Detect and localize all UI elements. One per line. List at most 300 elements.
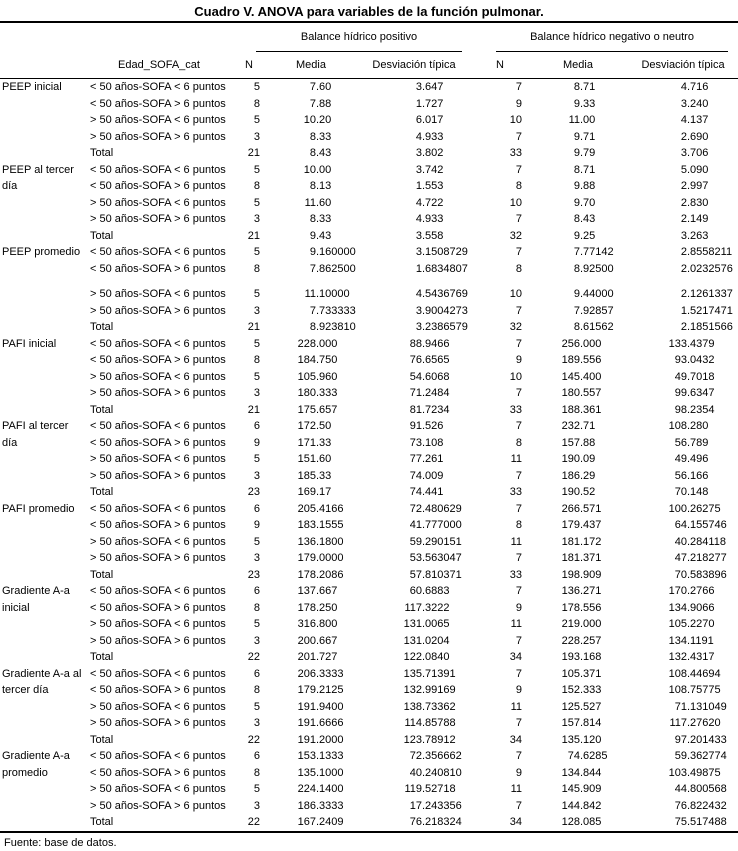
value-cell: 8 .33 xyxy=(309,213,332,225)
value-cell: 185 .33 xyxy=(297,469,332,482)
col-header-media-positivo: Media xyxy=(266,52,356,79)
category-label: Total xyxy=(90,568,114,581)
value-cell: 7 xyxy=(515,717,522,729)
value-cell: 99 .6347 xyxy=(674,387,715,399)
value-cell: 3 xyxy=(253,130,260,143)
value-cell: 5 xyxy=(253,114,260,126)
value-cell: 103 .49875 xyxy=(668,766,721,779)
table-header xyxy=(0,22,738,79)
value-cell: 40 .240810 xyxy=(409,766,462,779)
value-cell: 3 xyxy=(253,799,260,812)
value-cell: 34 xyxy=(509,651,522,663)
table-row xyxy=(0,583,738,600)
table-body xyxy=(0,79,738,832)
value-cell: 100 .26275 xyxy=(668,502,721,515)
value-cell: 134 .9066 xyxy=(668,601,715,614)
value-cell: 4 .722 xyxy=(415,196,444,209)
value-cell: 157 .88 xyxy=(561,436,596,449)
category-label: > 50 años-SOFA < 6 puntos xyxy=(90,288,226,300)
value-cell: 6 xyxy=(253,667,260,680)
value-cell: 5 xyxy=(253,618,260,630)
value-cell: 2 .1851566 xyxy=(680,321,733,333)
table-row xyxy=(0,79,738,96)
value-cell: 178 .2086 xyxy=(297,568,344,581)
category-label: > 50 años-SOFA < 6 puntos xyxy=(90,535,226,548)
value-cell: 9 .71 xyxy=(573,130,596,143)
value-cell: 7 .77142 xyxy=(573,246,614,258)
category-label: < 50 años-SOFA > 6 puntos xyxy=(90,684,226,696)
value-cell: 2 .997 xyxy=(680,180,709,192)
value-cell: 10 .00 xyxy=(303,163,332,176)
value-cell: 175 .657 xyxy=(297,403,338,416)
value-cell: 179 .437 xyxy=(561,519,602,531)
value-cell: 9 xyxy=(515,766,522,779)
value-cell: 4 .5436769 xyxy=(415,288,468,300)
value-cell: 2 .0232576 xyxy=(680,262,733,275)
value-cell: 7 xyxy=(515,634,522,647)
value-cell: 172 .50 xyxy=(297,420,332,432)
value-cell: 136 .1800 xyxy=(297,535,344,548)
value-cell: 3 .647 xyxy=(415,81,444,93)
col-header-edad-sofa-cat: Edad_SOFA_cat xyxy=(86,52,232,79)
value-cell: 181 .172 xyxy=(561,535,602,548)
value-cell: 3 .263 xyxy=(680,229,709,242)
value-cell: 70 .583896 xyxy=(674,568,727,581)
table-row xyxy=(0,435,738,452)
value-cell: 22 xyxy=(247,651,260,663)
variable-label: PAFI promedio xyxy=(2,502,75,515)
value-cell: 169 .17 xyxy=(297,486,332,498)
value-cell: 21 xyxy=(247,229,260,242)
category-label: < 50 años-SOFA > 6 puntos xyxy=(90,601,226,614)
group-header-row xyxy=(0,22,738,52)
value-cell: 7 xyxy=(515,750,522,762)
value-cell: 9 .88 xyxy=(573,180,596,192)
value-cell: 186 .3333 xyxy=(297,799,344,812)
table-row xyxy=(0,633,738,650)
value-cell: 9 xyxy=(253,519,260,531)
value-cell: 9 .33 xyxy=(573,97,596,110)
value-cell: 4 .933 xyxy=(415,130,444,143)
value-cell: 76 .6565 xyxy=(409,354,450,366)
value-cell: 5 xyxy=(253,783,260,795)
value-cell: 8 .43 xyxy=(573,213,596,225)
value-cell: 32 xyxy=(509,229,522,242)
value-cell: 5 xyxy=(253,196,260,209)
value-cell: 76 .822432 xyxy=(674,799,727,812)
category-label: < 50 años-SOFA < 6 puntos xyxy=(90,502,226,515)
value-cell: 8 xyxy=(253,262,260,275)
value-cell: 59 .290151 xyxy=(409,535,462,548)
table-row xyxy=(0,484,738,501)
table-row xyxy=(0,336,738,353)
category-label: < 50 años-SOFA > 6 puntos xyxy=(90,354,226,366)
value-cell: 3 .742 xyxy=(415,163,444,176)
category-label: < 50 años-SOFA > 6 puntos xyxy=(90,262,226,275)
value-cell: 9 .43 xyxy=(309,229,332,242)
value-cell: 2 .690 xyxy=(680,130,709,143)
value-cell: 1 .553 xyxy=(415,180,444,192)
value-cell: 8 .923810 xyxy=(309,321,356,333)
value-cell: 5 xyxy=(253,246,260,258)
col-header-media-negativo: Media xyxy=(528,52,628,79)
value-cell: 193 .168 xyxy=(561,651,602,663)
value-cell: 131 .0065 xyxy=(403,618,450,630)
table-row xyxy=(0,244,738,261)
value-cell: 2 .830 xyxy=(680,196,709,209)
value-cell: 8 .61562 xyxy=(573,321,614,333)
variable-label: Gradiente A-a promedio xyxy=(2,750,70,779)
table-row xyxy=(0,798,738,815)
value-cell: 136 .271 xyxy=(561,585,602,597)
table-row xyxy=(0,715,738,732)
value-cell: 167 .2409 xyxy=(297,816,344,828)
value-cell: 178 .556 xyxy=(561,601,602,614)
value-cell: 108 .75775 xyxy=(668,684,721,696)
category-label: > 50 años-SOFA < 6 puntos xyxy=(90,370,226,383)
value-cell: 33 xyxy=(509,147,522,159)
value-cell: 9 .44000 xyxy=(573,288,614,300)
table-row xyxy=(0,352,738,369)
value-cell: 134 .844 xyxy=(561,766,602,779)
value-cell: 170 .2766 xyxy=(668,585,715,597)
value-cell: 224 .1400 xyxy=(297,783,344,795)
group-header-spacer xyxy=(0,22,232,52)
value-cell: 3 xyxy=(253,213,260,225)
col-header-desviacion-positivo: Desviación típica xyxy=(356,52,472,79)
value-cell: 49 .496 xyxy=(674,453,709,465)
category-label: < 50 años-SOFA < 6 puntos xyxy=(90,585,226,597)
value-cell: 6 .017 xyxy=(415,114,444,126)
value-cell: 2 .1261337 xyxy=(680,288,733,300)
source-note: Fuente: base de datos. xyxy=(4,836,117,849)
value-cell: 32 xyxy=(509,321,522,333)
value-cell: 2 .149 xyxy=(680,213,709,225)
category-label: Total xyxy=(90,321,114,333)
value-cell: 119 .52718 xyxy=(404,783,456,795)
value-cell: 33 xyxy=(509,568,522,581)
col-header-desviacion-negativo: Desviación típica xyxy=(628,52,738,79)
category-label: < 50 años-SOFA > 6 puntos xyxy=(90,436,226,449)
category-label: < 50 años-SOFA < 6 puntos xyxy=(90,420,226,432)
category-label: > 50 años-SOFA > 6 puntos xyxy=(90,717,226,729)
value-cell: 4 .137 xyxy=(680,114,709,126)
value-cell: 8 .92500 xyxy=(573,262,614,275)
value-cell: 71 .131049 xyxy=(674,700,727,713)
table-row xyxy=(0,418,738,435)
value-cell: 21 xyxy=(247,403,260,416)
value-cell: 3 .558 xyxy=(415,229,444,242)
table-row xyxy=(0,178,738,195)
value-cell: 11 xyxy=(510,535,522,548)
group-header-balance-positivo xyxy=(232,22,472,52)
value-cell: 74 .009 xyxy=(409,469,444,482)
value-cell: 8 .33 xyxy=(309,130,332,143)
value-cell: 134 .1191 xyxy=(668,634,714,647)
value-cell: 98 .2354 xyxy=(674,403,715,416)
table-row xyxy=(0,567,738,584)
value-cell: 72 .356662 xyxy=(409,750,462,762)
table-row xyxy=(0,814,738,832)
table-row xyxy=(0,732,738,749)
value-cell: 7 xyxy=(515,469,522,482)
table-row xyxy=(0,129,738,146)
value-cell: 9 xyxy=(515,354,522,366)
value-cell: 23 xyxy=(247,486,260,498)
value-cell: 200 .667 xyxy=(297,634,338,647)
value-cell: 117 .3222 xyxy=(404,601,450,614)
value-cell: 191 .2000 xyxy=(297,733,344,746)
value-cell: 11 xyxy=(510,700,522,713)
value-cell: 135 .1000 xyxy=(297,766,344,779)
value-cell: 179 .0000 xyxy=(297,552,344,564)
value-cell: 105 .2270 xyxy=(668,618,715,630)
value-cell: 56 .166 xyxy=(674,469,709,482)
category-label: > 50 años-SOFA < 6 puntos xyxy=(90,114,226,126)
value-cell: 3 xyxy=(253,469,260,482)
value-cell: 8 xyxy=(253,766,260,779)
value-cell: 7 .862500 xyxy=(309,262,356,275)
value-cell: 40 .284118 xyxy=(674,535,726,548)
value-cell: 266 .571 xyxy=(561,502,602,515)
category-label: > 50 años-SOFA < 6 puntos xyxy=(90,783,226,795)
variable-label: Gradiente A-a al tercer día xyxy=(2,667,82,696)
value-cell: 7 xyxy=(515,246,522,258)
value-cell: 190 .52 xyxy=(561,486,596,498)
value-cell: 57 .810371 xyxy=(409,568,462,581)
table-row xyxy=(0,616,738,633)
category-label: < 50 años-SOFA < 6 puntos xyxy=(90,163,226,176)
category-label: Total xyxy=(90,147,114,159)
category-label: < 50 años-SOFA > 6 puntos xyxy=(90,766,226,779)
value-cell: 9 xyxy=(515,97,522,110)
value-cell: 70 .148 xyxy=(674,486,709,498)
variable-label: PEEP promedio xyxy=(2,246,81,258)
category-label: < 50 años-SOFA > 6 puntos xyxy=(90,180,226,192)
category-label: > 50 años-SOFA > 6 puntos xyxy=(90,552,226,564)
value-cell: 7 xyxy=(515,304,522,317)
table-row xyxy=(0,385,738,402)
value-cell: 1 .727 xyxy=(415,97,444,110)
table-row xyxy=(0,303,738,320)
table-title: Cuadro V. ANOVA para variables de la función pulmonar. xyxy=(194,4,544,19)
value-cell: 7 xyxy=(515,163,522,176)
value-cell: 4 .716 xyxy=(680,81,709,93)
value-cell: 88 .9466 xyxy=(409,337,450,350)
value-cell: 77 .261 xyxy=(409,453,444,465)
value-cell: 64 .155746 xyxy=(674,519,727,531)
value-cell: 41 .777000 xyxy=(409,519,462,531)
value-cell: 316 .800 xyxy=(297,618,338,630)
value-cell: 10 xyxy=(509,114,522,126)
value-cell: 3 xyxy=(253,304,260,317)
category-label: > 50 años-SOFA < 6 puntos xyxy=(90,453,226,465)
value-cell: 198 .909 xyxy=(561,568,602,581)
value-cell: 3 .706 xyxy=(680,147,709,159)
value-cell: 3 xyxy=(253,552,260,564)
value-cell: 184 .750 xyxy=(297,354,338,366)
category-label: > 50 años-SOFA > 6 puntos xyxy=(90,213,226,225)
value-cell: 9 xyxy=(515,601,522,614)
category-label: > 50 años-SOFA < 6 puntos xyxy=(90,618,226,630)
value-cell: 8 .13 xyxy=(309,180,332,192)
value-cell: 7 xyxy=(515,337,522,350)
category-label: Total xyxy=(90,229,114,242)
table-row xyxy=(0,517,738,534)
value-cell: 7 .88 xyxy=(309,97,332,110)
table-row xyxy=(0,682,738,699)
value-cell: 74 .441 xyxy=(409,486,444,498)
table-row xyxy=(0,451,738,468)
value-cell: 8 xyxy=(253,97,260,110)
value-cell: 75 .517488 xyxy=(674,816,727,828)
value-cell: 219 .000 xyxy=(561,618,602,630)
value-cell: 7 .92857 xyxy=(573,304,614,317)
category-label: < 50 años-SOFA < 6 puntos xyxy=(90,246,226,258)
value-cell: 8 xyxy=(253,684,260,696)
variable-label: PEEP al tercer día xyxy=(2,163,74,192)
value-cell: 228 .257 xyxy=(561,634,602,647)
value-cell: 105 .371 xyxy=(561,667,602,680)
value-cell: 21 xyxy=(247,147,260,159)
category-label: < 50 años-SOFA < 6 puntos xyxy=(90,667,226,680)
value-cell: 8 xyxy=(515,436,522,449)
category-label: > 50 años-SOFA > 6 puntos xyxy=(90,304,226,317)
value-cell: 153 .1333 xyxy=(297,750,344,762)
value-cell: 33 xyxy=(509,403,522,416)
category-label: < 50 años-SOFA < 6 puntos xyxy=(90,750,226,762)
value-cell: 123 .78912 xyxy=(403,733,456,746)
value-cell: 53 .563047 xyxy=(409,552,462,564)
group-header-balance-negativo xyxy=(472,22,738,52)
value-cell: 97 .201433 xyxy=(674,733,727,746)
value-cell: 188 .361 xyxy=(561,403,602,416)
table-row xyxy=(0,666,738,683)
value-cell: 8 .71 xyxy=(573,163,596,176)
value-cell: 47 .218277 xyxy=(674,552,727,564)
value-cell: 7 xyxy=(515,213,522,225)
value-cell: 191 .6666 xyxy=(297,717,344,729)
table-row xyxy=(0,501,738,518)
category-label: < 50 años-SOFA < 6 puntos xyxy=(90,337,226,350)
category-label: > 50 años-SOFA > 6 puntos xyxy=(90,130,226,143)
value-cell: 73 .108 xyxy=(409,436,444,449)
value-cell: 72 .480629 xyxy=(409,502,462,515)
value-cell: 81 .7234 xyxy=(409,403,450,416)
value-cell: 10 xyxy=(509,196,522,209)
value-cell: 157 .814 xyxy=(561,717,602,729)
value-cell: 5 .090 xyxy=(680,163,709,176)
value-cell: 59 .362774 xyxy=(674,750,727,762)
value-cell: 7 xyxy=(515,130,522,143)
value-cell: 144 .842 xyxy=(561,799,602,812)
value-cell: 8 .71 xyxy=(573,81,596,93)
table-row xyxy=(0,96,738,113)
value-cell: 201 .727 xyxy=(297,651,338,663)
value-cell: 228 .000 xyxy=(297,337,338,350)
value-cell: 179 .2125 xyxy=(297,684,344,696)
value-cell: 108 .280 xyxy=(668,420,709,432)
value-cell: 7 xyxy=(515,799,522,812)
value-cell: 60 .6883 xyxy=(409,585,450,597)
value-cell: 6 xyxy=(253,750,260,762)
value-cell: 151 .60 xyxy=(297,453,332,465)
value-cell: 135 .120 xyxy=(561,733,602,746)
value-cell: 2 .8558211 xyxy=(680,246,733,258)
value-cell: 4 .933 xyxy=(415,213,444,225)
category-label: Total xyxy=(90,733,114,746)
value-cell: 11 .00 xyxy=(568,114,596,126)
anova-table xyxy=(0,21,738,833)
category-label: > 50 años-SOFA < 6 puntos xyxy=(90,196,226,209)
value-cell: 71 .2484 xyxy=(409,387,450,399)
table-row xyxy=(0,468,738,485)
group-header-negativo-label: Balance hídrico negativo o neutro xyxy=(496,30,728,52)
value-cell: 138 .73362 xyxy=(403,700,456,713)
value-cell: 9 .25 xyxy=(573,229,596,242)
value-cell: 21 xyxy=(247,321,260,333)
value-cell: 11 xyxy=(510,453,522,465)
value-cell: 145 .400 xyxy=(561,370,602,383)
value-cell: 3 .9004273 xyxy=(415,304,468,317)
table-row xyxy=(0,145,738,162)
value-cell: 7 xyxy=(515,552,522,564)
value-cell: 17 .243356 xyxy=(409,799,462,812)
value-cell: 181 .371 xyxy=(561,552,602,564)
value-cell: 8 xyxy=(253,601,260,614)
value-cell: 131 .0204 xyxy=(403,634,450,647)
value-cell: 1 .6834807 xyxy=(415,262,468,275)
value-cell: 183 .1555 xyxy=(297,519,344,531)
value-cell: 152 .333 xyxy=(561,684,602,696)
value-cell: 56 .789 xyxy=(674,436,709,449)
value-cell: 135 .71391 xyxy=(403,667,456,680)
value-cell: 205 .4166 xyxy=(297,502,344,515)
value-cell: 191 .9400 xyxy=(297,700,344,713)
value-cell: 133 .4379 xyxy=(668,337,715,350)
value-cell: 76 .218324 xyxy=(409,816,462,828)
category-label: < 50 años-SOFA > 6 puntos xyxy=(90,519,226,531)
value-cell: 145 .909 xyxy=(561,783,602,795)
value-cell: 206 .3333 xyxy=(297,667,344,680)
value-cell: 105 .960 xyxy=(297,370,338,383)
table-row xyxy=(0,228,738,245)
value-cell: 34 xyxy=(509,816,522,828)
value-cell: 1 .5217471 xyxy=(680,304,733,317)
category-label: > 50 años-SOFA > 6 puntos xyxy=(90,634,226,647)
value-cell: 74 .6285 xyxy=(567,750,608,762)
value-cell: 49 .7018 xyxy=(674,370,715,383)
value-cell: 3 .1508729 xyxy=(415,246,468,258)
value-cell: 178 .250 xyxy=(297,601,338,614)
value-cell: 11 .10000 xyxy=(304,288,350,300)
table-row xyxy=(0,748,738,765)
value-cell: 3 xyxy=(253,387,260,399)
value-cell: 9 xyxy=(515,684,522,696)
value-cell: 7 .733333 xyxy=(309,304,356,317)
value-cell: 108 .44694 xyxy=(668,667,721,680)
variable-label: PEEP inicial xyxy=(2,81,62,93)
value-cell: 5 xyxy=(253,81,260,93)
value-cell: 171 .33 xyxy=(297,436,332,449)
table-row xyxy=(0,699,738,716)
value-cell: 180 .333 xyxy=(297,387,338,399)
category-label: < 50 años-SOFA < 6 puntos xyxy=(90,81,226,93)
value-cell: 132 .4317 xyxy=(668,651,715,663)
value-cell: 7 xyxy=(515,502,522,515)
category-label: Total xyxy=(90,651,114,663)
category-label: > 50 años-SOFA > 6 puntos xyxy=(90,469,226,482)
